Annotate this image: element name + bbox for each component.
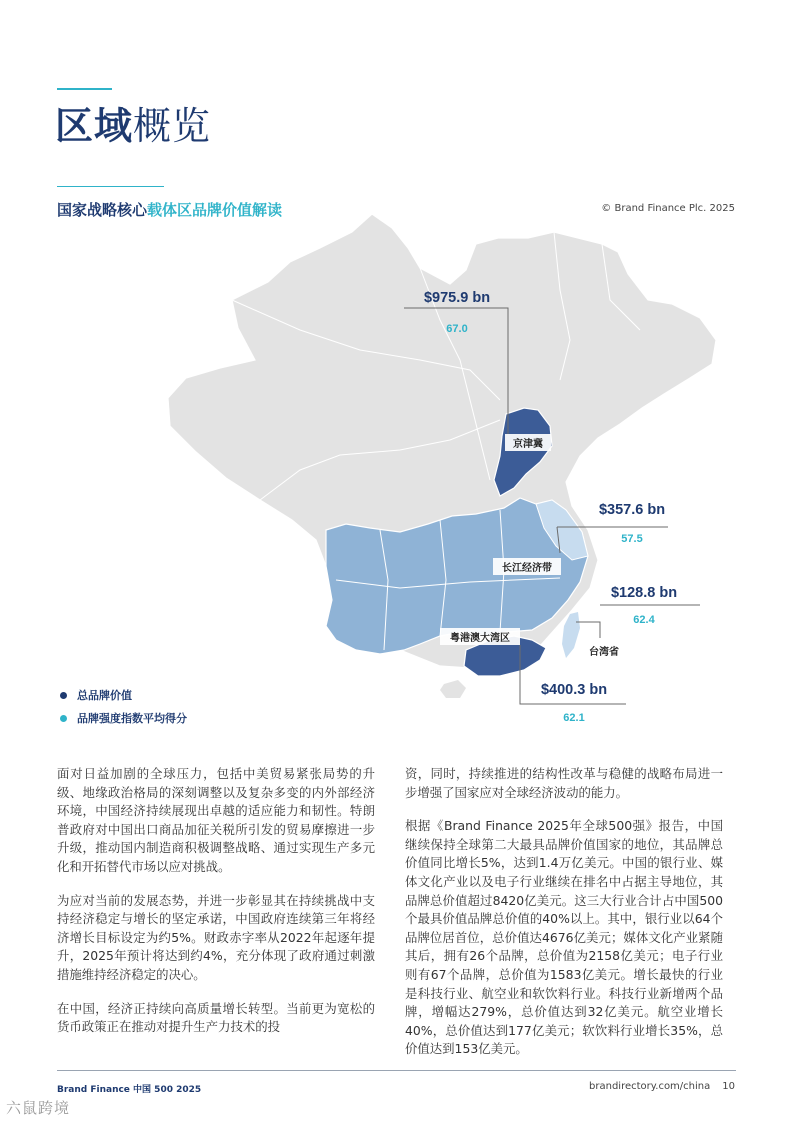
yangtze-label: 长江经济带 xyxy=(502,563,552,574)
taiwan-score: 62.4 xyxy=(633,614,655,626)
page-number: 10 xyxy=(722,1081,735,1092)
body-paragraph: 为应对当前的发展态势，并进一步彰显其在持续挑战中支持经济稳定与增长的坚定承诺，中国政府连续第三年将经济增长目标设定为约5%。财政赤字率从2022年起逐年提升，2025年预计将达到约4%，充分体现了政府通过刺激措施维持经济稳定的决心。 xyxy=(57,892,375,982)
watermark: 六鼠跨境 xyxy=(6,1099,71,1117)
body-paragraph: 面对日益加剧的全球压力，包括中美贸易紧张局势的升级、地缘政治格局的深刻调整以及复杂多变的内外部经济环境，中国经济持续展现出卓越的适应能力和韧性。特朗普政府对中国出口商品加征关税所引发的贸易摩擦进一步升级，推动国内制造商积极调整战略、通过实现生产多元化和开拓替代市场以应对挑战。 xyxy=(57,766,375,874)
legend-dot-teal-icon xyxy=(60,715,67,722)
jingjinji-label: 京津冀 xyxy=(513,439,543,450)
taiwan-label: 台湾省 xyxy=(589,647,619,658)
subtitle-part-1: 国家战略核心 xyxy=(57,201,148,219)
yangtze-score: 57.5 xyxy=(621,533,643,545)
footer-link-group xyxy=(589,1081,735,1092)
page-title-accent: 概览 xyxy=(133,104,212,148)
yangtze-value: $357.6 bn xyxy=(598,502,666,518)
footer-rule xyxy=(57,1070,736,1071)
jingjinji-value: $975.9 bn xyxy=(423,290,491,306)
gba-score: 62.1 xyxy=(563,712,585,724)
footer-report-name: Brand Finance 中国 500 2025 xyxy=(57,1085,202,1095)
gba-label: 粤港澳大湾区 xyxy=(450,633,510,644)
gba-value: $400.3 bn xyxy=(540,682,608,698)
copyright-notice: © Brand Finance Plc. 2025 xyxy=(601,203,735,214)
body-column-right xyxy=(405,765,723,1074)
legend-dot-navy-icon xyxy=(60,692,67,699)
body-paragraph: 资，同时，持续推进的结构性改革与稳健的战略布局进一步增强了国家应对全球经济波动的能力。 xyxy=(405,766,723,800)
body-column-left xyxy=(57,765,375,1052)
jingjinji-score: 67.0 xyxy=(446,323,468,335)
body-paragraph: 在中国，经济正持续向高质量增长转型。当前更为宽松的货币政策正在推动对提升生产力技术的投 xyxy=(57,1000,375,1035)
taiwan-value: $128.8 bn xyxy=(610,585,678,601)
subtitle-part-2: 载体区品牌价值解读 xyxy=(147,201,283,219)
page-title-main: 区域 xyxy=(55,104,134,148)
hainan-island xyxy=(440,680,466,698)
footer-website-link[interactable]: brandirectory.com/china xyxy=(589,1081,711,1092)
body-paragraph: 根据《Brand Finance 2025年全球500强》报告，中国继续保持全球第二大最具品牌价值国家的地位，其品牌总价值同比增长5%，达到1.4万亿美元。中国的银行业、媒体文化产业以及电子行业继续在排名中占据主导地位，其品牌总价值超过8420亿美元。这三大行业合计占中国500个最具价值品牌总价值的40%以上。其中，银行业以64个品牌位居首位，总价值达4676亿美元；媒体文化产业紧随其后，拥有26个品牌，总价值为2158亿美元；电子行业则有67个品牌，总价值为1583亿美元。增长最快的行业是科技行业、航空业和软饮料行业。科技行业新增两个品牌，增幅达279%，总价值达到32亿美元。航空业增长40%，总价值达到177亿美元；软饮料行业增长35%，总价值达到153亿美元。 xyxy=(405,818,723,1057)
legend-brand-strength: 品牌强度指数平均得分 xyxy=(60,710,187,726)
legend-total-brand-value: 总品牌价值 xyxy=(60,687,132,703)
